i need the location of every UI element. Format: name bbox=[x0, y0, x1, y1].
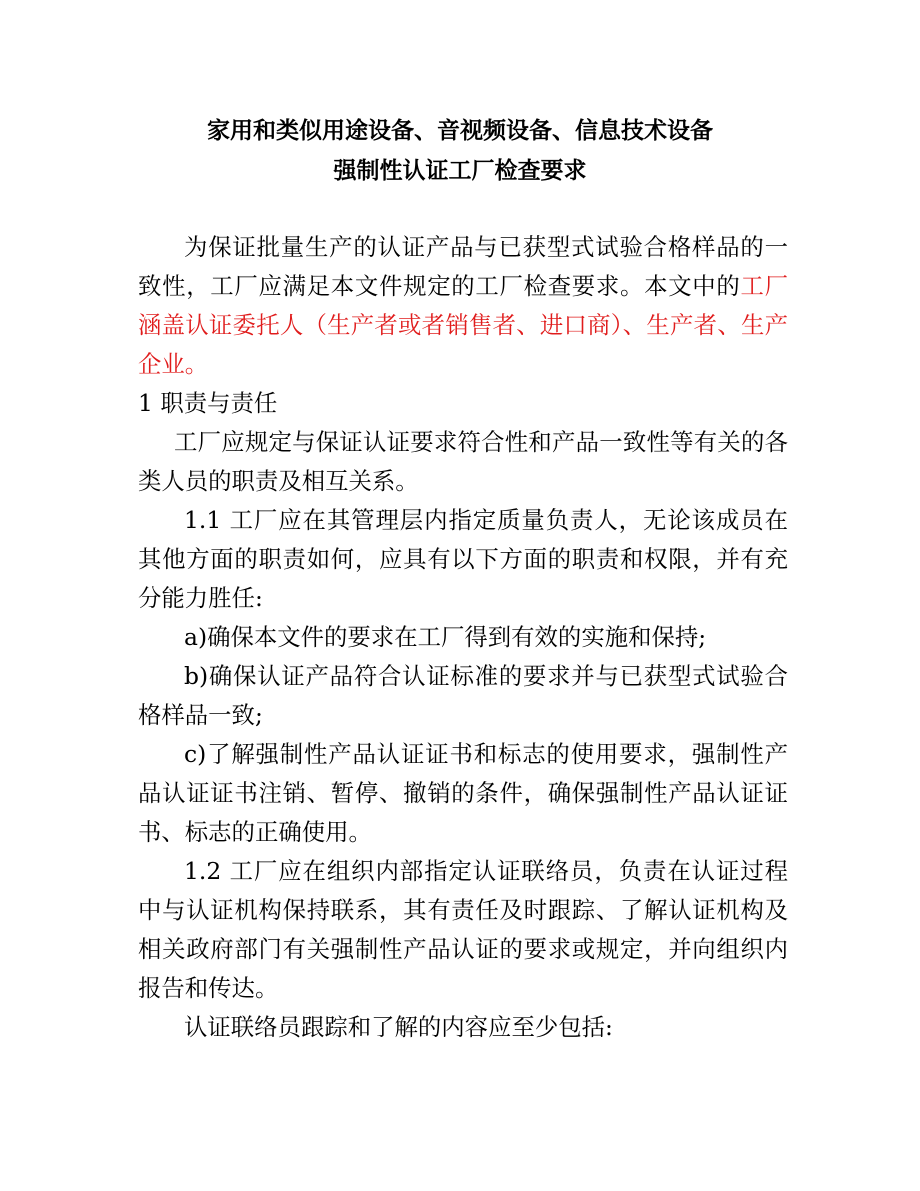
section-1-paragraph: 工厂应规定与保证认证要求符合性和产品一致性等有关的各类人员的职责及相互关系。 bbox=[138, 428, 788, 495]
section-1-heading: 1 职责与责任 bbox=[138, 389, 278, 417]
section-1-2-paragraph: 1.2 工厂应在组织内部指定认证联络员，负责在认证过程中与认证机构保持联系，其有责任及时跟踪、了解认证机构及相关政府部门有关强制性产品认证的要求或规定，并向组织内报告和传达。 bbox=[138, 857, 788, 1002]
document-title-line2: 强制性认证工厂检查要求 bbox=[333, 157, 587, 184]
document-body bbox=[138, 228, 788, 1047]
list-item-a: a)确保本文件的要求在工厂得到有效的实施和保持; bbox=[184, 623, 707, 651]
intro-text: 为保证批量生产的认证产品与已获型式试验合格样品的一致性，工厂应满足本文件规定的工厂检查要求。本文中的 bbox=[138, 233, 788, 300]
section-1-2-followup: 认证联络员跟踪和了解的内容应至少包括: bbox=[184, 1013, 613, 1041]
list-item-c: c)了解强制性产品认证证书和标志的使用要求，强制性产品认证证书注销、暂停、撤销的条件，确保强制性产品认证证书、标志的正确使用。 bbox=[138, 740, 788, 846]
list-item-b: b)确保认证产品符合认证标准的要求并与已获型式试验合格样品一致; bbox=[138, 662, 788, 729]
intro-highlight-text: 工厂涵盖认证委托人（生产者或者销售者、进口商）、生产者、生产企业。 bbox=[138, 272, 789, 378]
document-title-line1: 家用和类似用途设备、音视频设备、信息技术设备 bbox=[207, 117, 713, 144]
intro-paragraph bbox=[138, 228, 788, 384]
section-1-1-paragraph: 1.1 工厂应在其管理层内指定质量负责人，无论该成员在其他方面的职责如何，应具有以下方面的职责和权限，并有充分能力胜任: bbox=[138, 506, 788, 612]
